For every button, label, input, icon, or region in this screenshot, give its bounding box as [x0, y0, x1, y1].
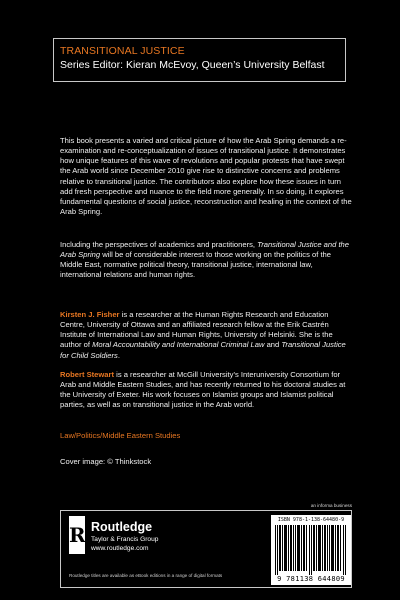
informa-tagline: an informa business: [310, 503, 352, 508]
author-bio-fisher: [60, 310, 352, 361]
bio1-book1: Moral Accountability and International Criminal Law: [92, 340, 265, 350]
publisher-name: Routledge: [91, 520, 153, 534]
author-name-fisher: Kirsten J. Fisher: [60, 310, 120, 319]
bio1-and: and: [264, 340, 282, 350]
book-title-italic: Transitional Justice and the Arab Spring: [60, 240, 350, 260]
bio2-text: is a researcher at McGill University’s Interuniversity Consortium for Arab and Middle Eastern Studies, and has recently returned to his doctoral studies at the University of Exeter. His work focuses on Islamist groups and Islamist political parties, as well as on transitional justice in the Arab world.: [60, 370, 346, 410]
bio1-book2: Transitional Justice for Child Soldiers: [60, 340, 346, 360]
perspectives-before: Including the perspectives of academics and practitioners,: [60, 240, 258, 249]
description-text: This book presents a varied and critical picture of how the Arab Spring demands a re-examination and re-conceptualization of issues of transitional justice. It demonstrates how unique features of this wave of revolutions and popular protests that have swept the Arab world since December 2010 give rise to distinctive concerns and problems relative to transitional justice. The contributors also explore how these issues in turn add fresh perspective and nuance to the field more generally. In so doing, it explores fundamental questions of social justice, reconstruction and healing in the context of the Arab Spring.: [60, 136, 352, 217]
book-description: [60, 136, 352, 217]
routledge-logo-icon: R: [69, 516, 85, 554]
publisher-group: Taylor & Francis Group: [91, 536, 159, 543]
subject-categories: Law/Politics/Middle Eastern Studies: [60, 431, 181, 440]
publisher-box: [60, 510, 352, 588]
isbn-digits: 9 781138 644809: [277, 575, 345, 583]
series-box: [53, 38, 346, 82]
author-bio-stewart: [60, 370, 352, 411]
series-editor: Series Editor: Kieran McEvoy, Queen’s University Belfast: [60, 59, 325, 71]
bio1-end: .: [117, 350, 120, 360]
author-name-stewart: Robert Stewart: [60, 370, 115, 379]
ebook-note: Routledge titles are available as eBook editions in a range of digital formats: [69, 573, 223, 578]
cover-credit: Cover image: © Thinkstock: [60, 457, 152, 466]
perspectives-after: will be of considerable interest to those working on the politics of the Middle East, normative political theory, transitional justice, international law, international relations and human rights.: [60, 250, 332, 280]
isbn-barcode-area: [271, 515, 351, 585]
barcode-icon: [275, 525, 347, 575]
perspectives-paragraph: [60, 240, 352, 281]
publisher-url: www.routledge.com: [91, 545, 149, 552]
isbn-label: ISBN 978-1-138-64480-9: [277, 517, 345, 523]
bio1-text: is a researcher at the Human Rights Research and Education Centre, University of Ottawa and an affiliated research fellow at the Erik Castrén Institute of International Law and Human Rights, University of Helsinki. She is the author of: [60, 310, 333, 350]
series-title: TRANSITIONAL JUSTICE: [60, 45, 185, 57]
